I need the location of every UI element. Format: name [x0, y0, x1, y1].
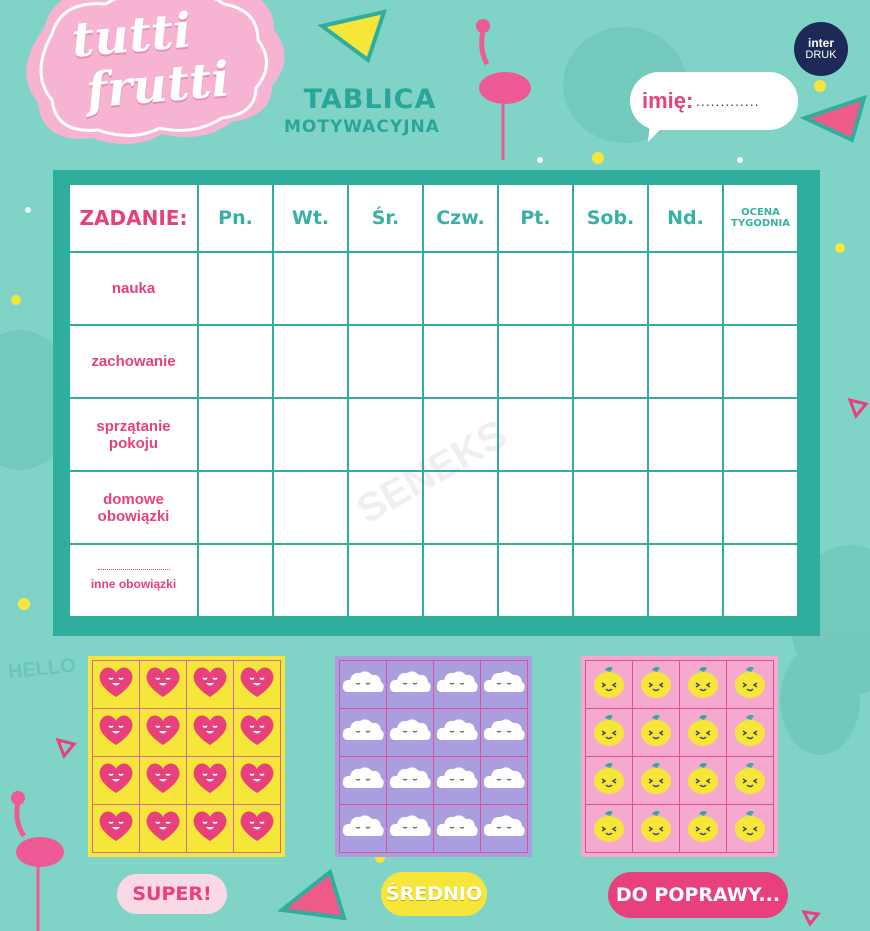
sticker-cell[interactable]	[93, 661, 140, 709]
sticker-cell[interactable]	[680, 805, 727, 853]
sticker-row	[340, 709, 528, 757]
day-header: Czw.	[423, 184, 498, 252]
sticker-cell[interactable]	[727, 661, 774, 709]
cloud-face-icon	[342, 814, 384, 843]
table-cell[interactable]	[573, 325, 648, 398]
sticker-cell[interactable]	[727, 805, 774, 853]
heart-face-icon	[238, 809, 276, 848]
sticker-row	[586, 805, 774, 853]
table-cell[interactable]	[648, 252, 723, 325]
heart-face-icon	[238, 713, 276, 752]
brand-logo-text	[70, 2, 232, 119]
table-cell[interactable]	[498, 398, 573, 471]
heart-face-icon	[97, 713, 135, 752]
table-cell[interactable]	[498, 544, 573, 617]
task-label-line1: sprzątanie	[96, 417, 171, 435]
day-header: Wt.	[273, 184, 348, 252]
day-header: Pt.	[498, 184, 573, 252]
table-cell[interactable]	[198, 252, 273, 325]
heart-face-icon	[191, 665, 229, 704]
table-row	[69, 252, 798, 325]
lemon-face-icon	[733, 664, 767, 705]
sticker-cell[interactable]	[93, 709, 140, 757]
table-cell[interactable]	[423, 252, 498, 325]
sticker-cell[interactable]	[93, 757, 140, 805]
sticker-cell[interactable]	[387, 805, 434, 853]
task-label-line1: domowe	[103, 490, 164, 508]
lemon-face-icon	[639, 808, 673, 849]
cloud-face-icon	[483, 766, 525, 795]
heart-face-icon	[191, 809, 229, 848]
day-header: Śr.	[348, 184, 423, 252]
cloud-face-icon	[436, 814, 478, 843]
custom-task-line[interactable]	[98, 568, 170, 570]
sticker-cell[interactable]	[586, 805, 633, 853]
flamingo-icon	[11, 791, 64, 931]
table-cell[interactable]	[573, 544, 648, 617]
sticker-cell[interactable]	[481, 661, 528, 709]
table-header-row	[69, 184, 798, 252]
publisher-line1: inter	[807, 36, 834, 50]
table-cell[interactable]	[723, 398, 798, 471]
name-field[interactable]: .............	[696, 93, 760, 109]
cloud-face-icon	[389, 766, 431, 795]
title-line2: MOTYWACYJNA	[284, 117, 440, 137]
sticker-cell[interactable]	[680, 757, 727, 805]
sticker-cell[interactable]	[633, 661, 680, 709]
sticker-sheet-clouds	[335, 656, 532, 857]
heart-face-icon	[97, 761, 135, 800]
task-header: ZADANIE:	[69, 184, 198, 252]
rating-super: SUPER!	[117, 874, 227, 914]
heart-face-icon	[97, 809, 135, 848]
day-header: Pn.	[198, 184, 273, 252]
task-label	[69, 471, 198, 544]
sticker-row	[340, 805, 528, 853]
week-header-line2: TYGODNIA	[731, 218, 790, 229]
sticker-cell[interactable]	[187, 757, 234, 805]
sticker-cell[interactable]	[727, 709, 774, 757]
lemon-face-icon	[592, 664, 626, 705]
cloud-face-icon	[389, 814, 431, 843]
lemon-face-icon	[639, 712, 673, 753]
sticker-cell[interactable]	[234, 757, 281, 805]
table-cell[interactable]	[423, 544, 498, 617]
lemon-face-icon	[639, 664, 673, 705]
table-row	[69, 325, 798, 398]
sticker-cell[interactable]	[586, 709, 633, 757]
bubble-tail	[648, 122, 670, 144]
sticker-cell[interactable]	[680, 709, 727, 757]
sticker-row	[93, 757, 281, 805]
sticker-cell[interactable]	[340, 757, 387, 805]
task-label	[69, 325, 198, 398]
sticker-cell[interactable]	[93, 805, 140, 853]
sticker-row	[586, 757, 774, 805]
sticker-row	[93, 661, 281, 709]
task-label-line1: nauka	[111, 280, 156, 297]
sticker-cell[interactable]	[340, 805, 387, 853]
lemon-face-icon	[592, 760, 626, 801]
sticker-cell[interactable]	[481, 805, 528, 853]
table-cell[interactable]	[348, 252, 423, 325]
table-cell[interactable]	[273, 398, 348, 471]
heart-face-icon	[144, 761, 182, 800]
table-cell[interactable]	[723, 325, 798, 398]
cloud-face-icon	[342, 766, 384, 795]
name-label: imię:	[642, 88, 694, 113]
task-label	[69, 252, 198, 325]
sticker-cell[interactable]	[434, 757, 481, 805]
heart-face-icon	[191, 713, 229, 752]
table-cell[interactable]	[573, 471, 648, 544]
cloud-face-icon	[436, 718, 478, 747]
cloud-face-icon	[389, 670, 431, 699]
sticker-row	[340, 757, 528, 805]
table-cell[interactable]	[348, 325, 423, 398]
cloud-face-icon	[436, 766, 478, 795]
sticker-cell[interactable]	[434, 661, 481, 709]
task-label	[69, 544, 198, 617]
sticker-cell[interactable]	[140, 805, 187, 853]
publisher-line2: DRUK	[805, 49, 837, 61]
table-row	[69, 544, 798, 617]
table-cell[interactable]	[648, 471, 723, 544]
table-cell[interactable]	[273, 544, 348, 617]
lemon-face-icon	[592, 808, 626, 849]
heart-face-icon	[144, 713, 182, 752]
cloud-face-icon	[483, 718, 525, 747]
sticker-cell[interactable]	[140, 661, 187, 709]
heart-face-icon	[191, 761, 229, 800]
table-cell[interactable]	[723, 252, 798, 325]
sticker-cell[interactable]	[140, 709, 187, 757]
cloud-face-icon	[436, 670, 478, 699]
sticker-row	[93, 709, 281, 757]
sticker-row	[340, 661, 528, 709]
brand-logo-line2: frutti	[84, 51, 232, 120]
lemon-face-icon	[733, 760, 767, 801]
task-label-line2: obowiązki	[97, 507, 170, 525]
cloud-face-icon	[342, 718, 384, 747]
sticker-cell[interactable]	[633, 757, 680, 805]
table-cell[interactable]	[648, 325, 723, 398]
table-cell[interactable]	[198, 544, 273, 617]
table-cell[interactable]	[648, 398, 723, 471]
table-cell[interactable]	[273, 325, 348, 398]
sticker-cell[interactable]	[140, 757, 187, 805]
table-cell[interactable]	[273, 471, 348, 544]
heart-face-icon	[238, 665, 276, 704]
lemon-face-icon	[639, 760, 673, 801]
task-label-line2: pokoju	[108, 434, 159, 452]
watermark: SENEKS	[349, 411, 515, 533]
lemon-face-icon	[686, 712, 720, 753]
sticker-cell[interactable]	[586, 661, 633, 709]
sticker-cell[interactable]	[434, 805, 481, 853]
table-cell[interactable]	[348, 544, 423, 617]
monstera-leaf-icon	[780, 645, 860, 755]
task-label-line1: inne obowiązki	[90, 577, 177, 591]
task-label	[69, 398, 198, 471]
table-cell[interactable]	[273, 252, 348, 325]
table-cell[interactable]	[573, 252, 648, 325]
sticker-row	[586, 661, 774, 709]
sticker-cell[interactable]	[633, 805, 680, 853]
table-cell[interactable]	[498, 471, 573, 544]
brand-logo-line1: tutti	[69, 2, 194, 69]
cloud-face-icon	[389, 718, 431, 747]
table-cell[interactable]	[198, 325, 273, 398]
sticker-cell[interactable]	[481, 757, 528, 805]
sticker-cell[interactable]	[340, 709, 387, 757]
sticker-cell[interactable]	[340, 661, 387, 709]
table-cell[interactable]	[498, 325, 573, 398]
cloud-face-icon	[483, 670, 525, 699]
lemon-face-icon	[733, 712, 767, 753]
lemon-face-icon	[733, 808, 767, 849]
sticker-cell[interactable]	[633, 709, 680, 757]
motivation-table	[68, 183, 799, 618]
sticker-cell[interactable]	[187, 661, 234, 709]
sticker-row	[586, 709, 774, 757]
page-title	[284, 84, 440, 137]
sticker-row	[93, 805, 281, 853]
lemon-face-icon	[686, 760, 720, 801]
week-rating-header	[723, 184, 798, 252]
table-cell[interactable]	[198, 471, 273, 544]
sticker-cell[interactable]	[234, 661, 281, 709]
day-header: Nd.	[648, 184, 723, 252]
heart-face-icon	[144, 665, 182, 704]
title-line1: TABLICA	[303, 84, 437, 115]
sticker-cell[interactable]	[187, 709, 234, 757]
sticker-cell[interactable]	[234, 709, 281, 757]
sticker-sheet-lemons	[581, 656, 778, 857]
sticker-sheet-hearts	[88, 656, 285, 857]
lemon-face-icon	[686, 664, 720, 705]
sticker-cell[interactable]	[727, 757, 774, 805]
lemon-face-icon	[592, 712, 626, 753]
rating-average: ŚREDNIO	[381, 872, 487, 916]
week-header-line1: OCENA	[741, 207, 780, 218]
heart-face-icon	[144, 809, 182, 848]
sticker-cell[interactable]	[434, 709, 481, 757]
cloud-face-icon	[483, 814, 525, 843]
sticker-cell[interactable]	[387, 709, 434, 757]
heart-face-icon	[97, 665, 135, 704]
task-label-line1: zachowanie	[91, 353, 176, 370]
rating-improve: DO POPRAWY...	[608, 872, 788, 918]
table-cell[interactable]	[498, 252, 573, 325]
table-cell[interactable]	[423, 325, 498, 398]
sticker-cell[interactable]	[586, 757, 633, 805]
sticker-cell[interactable]	[234, 805, 281, 853]
lemon-face-icon	[686, 808, 720, 849]
flamingo-icon	[476, 19, 531, 160]
table-cell[interactable]	[723, 471, 798, 544]
heart-face-icon	[238, 761, 276, 800]
hello-label: HELLO	[6, 654, 77, 684]
table-cell[interactable]	[648, 544, 723, 617]
table-cell[interactable]	[198, 398, 273, 471]
sticker-cell[interactable]	[387, 757, 434, 805]
sticker-cell[interactable]	[187, 805, 234, 853]
sticker-cell[interactable]	[481, 709, 528, 757]
publisher-logo	[794, 22, 848, 76]
cloud-face-icon	[342, 670, 384, 699]
table-cell[interactable]	[723, 544, 798, 617]
sticker-cell[interactable]	[680, 661, 727, 709]
table-cell[interactable]	[573, 398, 648, 471]
sticker-cell[interactable]	[387, 661, 434, 709]
day-header: Sob.	[573, 184, 648, 252]
